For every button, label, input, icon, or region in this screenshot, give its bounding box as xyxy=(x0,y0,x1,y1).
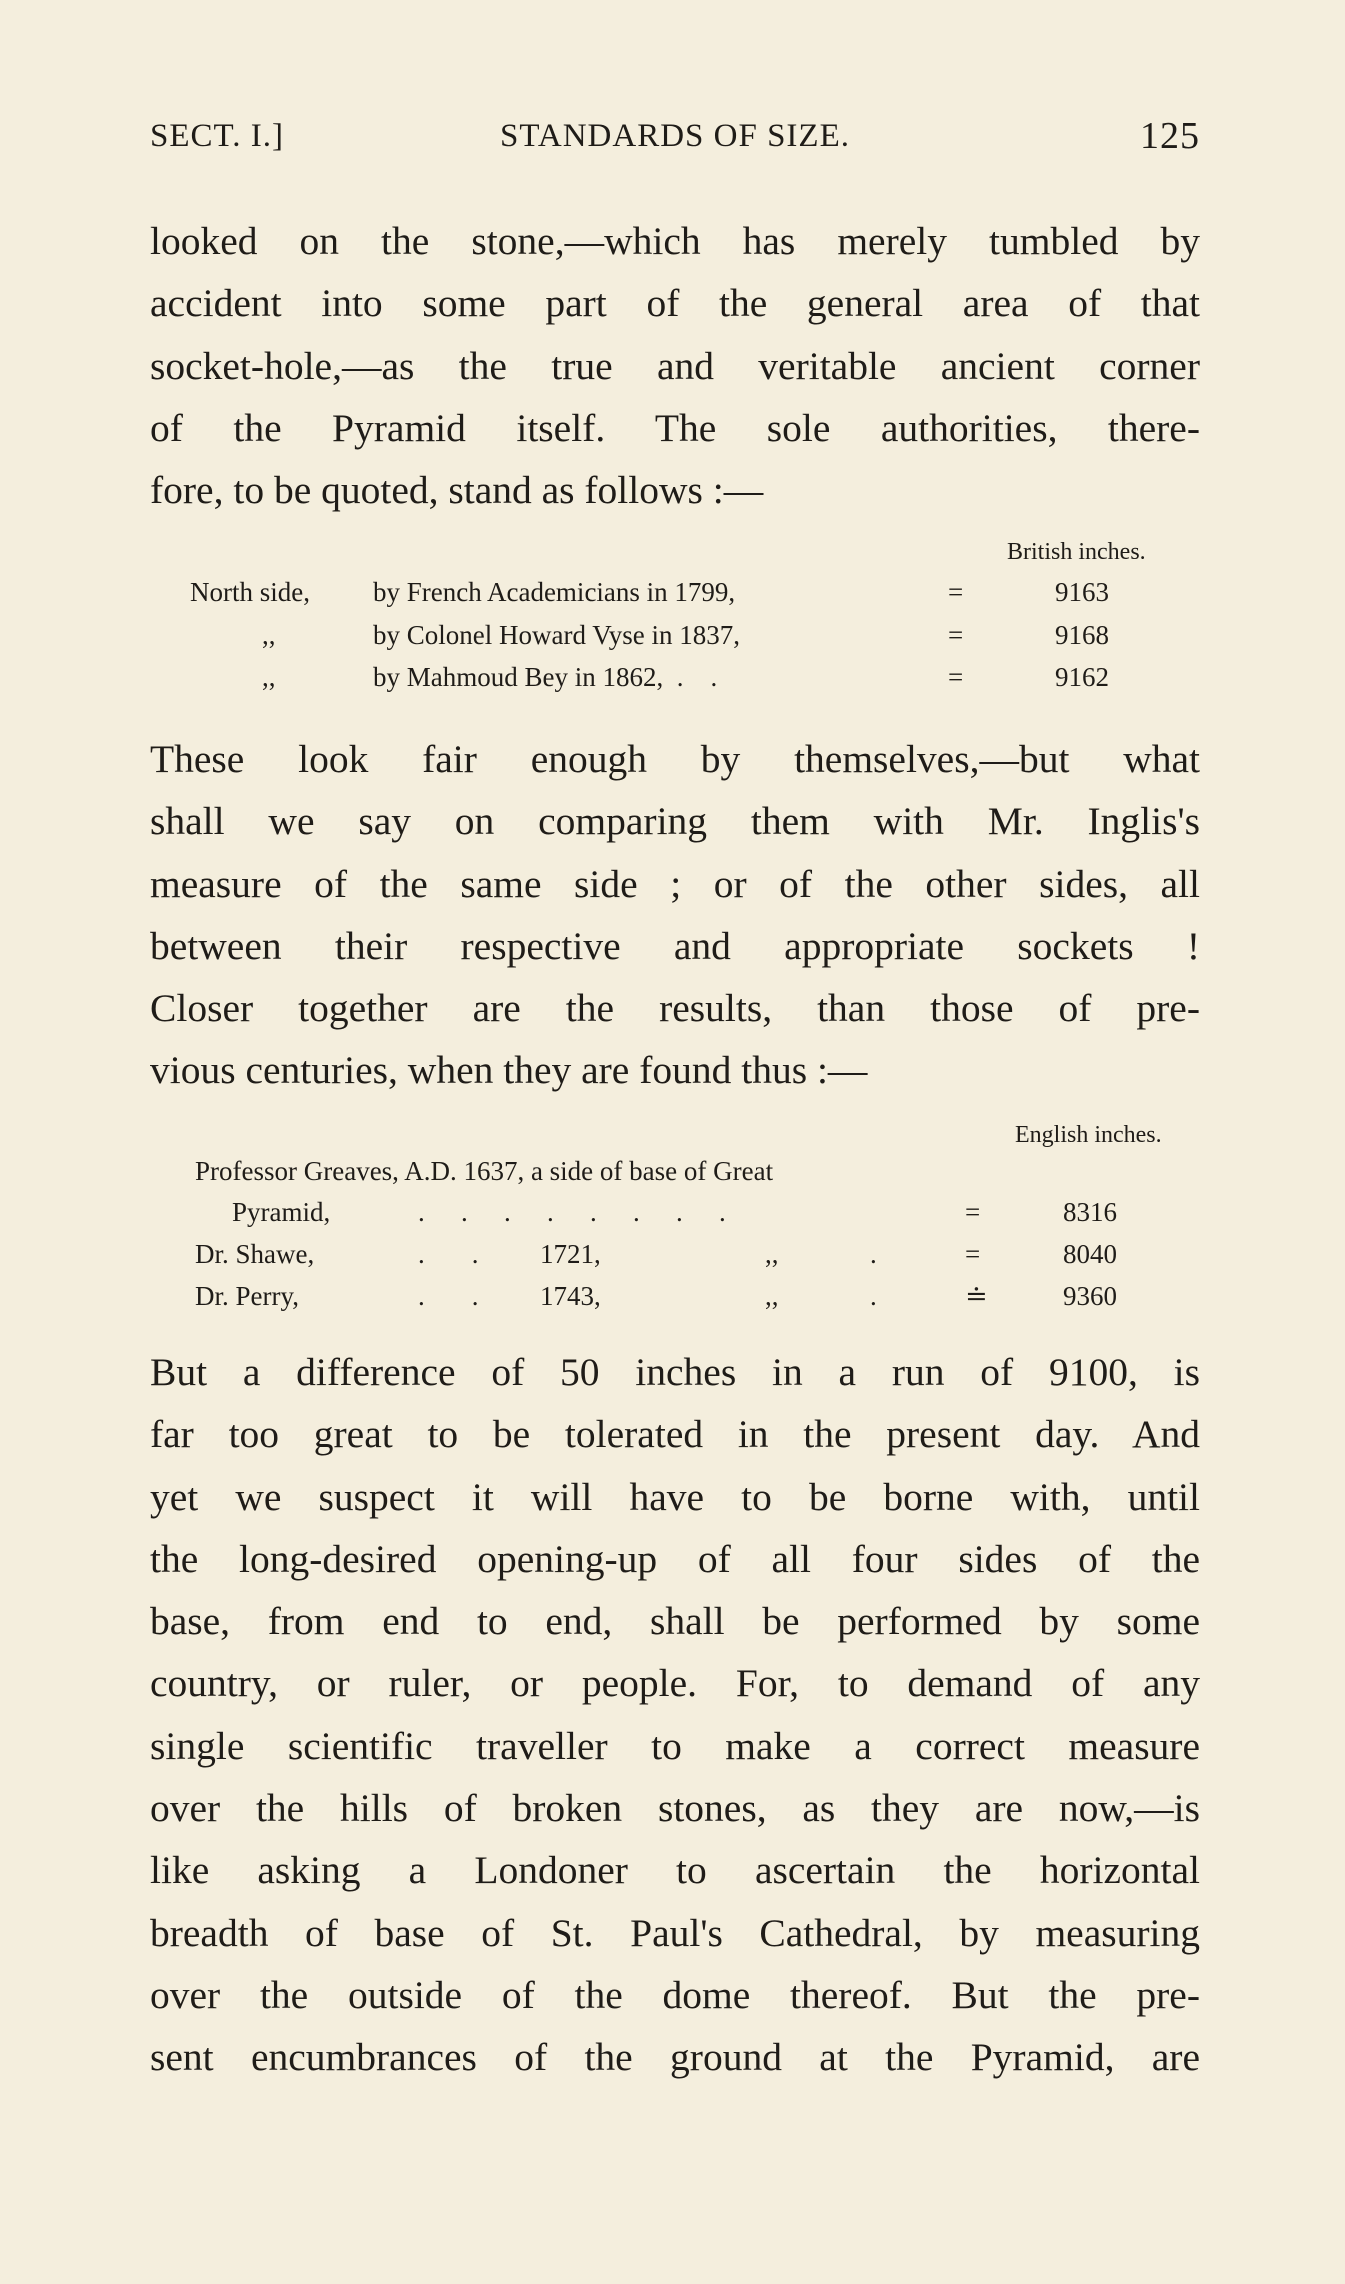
table-heading: Professor Greaves, A.D. 1637, a side of base of Great xyxy=(195,1156,774,1186)
row-side: ,, xyxy=(262,662,276,692)
row-value: 9162 xyxy=(1055,662,1109,692)
unit-heading: British inches. xyxy=(1007,539,1146,565)
row-sign: = xyxy=(948,620,964,650)
text-line: of the Pyramid itself. The sole authorities, there- xyxy=(150,405,1200,450)
text-line: far too great to be tolerated in the present day. And xyxy=(150,1412,1200,1457)
row-name: Pyramid, xyxy=(232,1197,331,1227)
text-line: measure of the same side ; or of the other sides, all xyxy=(150,861,1200,906)
leader-dots: . . . . . . . . xyxy=(418,1197,730,1227)
row-source: by French Academicians in 1799, xyxy=(373,577,736,607)
row-value: 9168 xyxy=(1055,620,1109,650)
row-year: 1721, xyxy=(540,1239,601,1269)
text-line: like asking a Londoner to ascertain the horizontal xyxy=(150,1848,1200,1893)
text-line: between their respective and appropriate sockets ! xyxy=(150,923,1200,968)
row-name: Dr. Shawe, xyxy=(195,1239,315,1269)
row-dot: . xyxy=(870,1281,877,1311)
unit-heading: English inches. xyxy=(1015,1122,1162,1148)
text-line: country, or ruler, or people. For, to demand of any xyxy=(150,1661,1200,1706)
paragraph-3 xyxy=(150,1341,1200,2089)
paragraph-1 xyxy=(150,210,1200,521)
row-sign: ≐ xyxy=(965,1281,988,1311)
row-value: 8316 xyxy=(1063,1197,1117,1227)
text-line: base, from end to end, shall be performed by some xyxy=(150,1599,1200,1644)
text-line: yet we suspect it will have to be borne with, until xyxy=(150,1474,1200,1519)
row-value: 9360 xyxy=(1063,1281,1117,1311)
row-value: 8040 xyxy=(1063,1239,1117,1269)
row-value: 9163 xyxy=(1055,577,1109,607)
row-sign: = xyxy=(965,1239,981,1269)
text-line: vious centuries, when they are found thus :— xyxy=(150,1048,868,1093)
page-title: STANDARDS OF SIZE. xyxy=(500,118,850,154)
table-heading-row xyxy=(195,1152,773,1191)
text-line: looked on the stone,—which has merely tumbled by xyxy=(150,219,1200,263)
row-side: ,, xyxy=(262,620,276,650)
text-line: Closer together are the results, than those of pre- xyxy=(150,986,1200,1031)
text-line: over the hills of broken stones, as they are now,—is xyxy=(150,1786,1200,1831)
paragraph-2 xyxy=(150,728,1200,1102)
row-dot: . xyxy=(870,1239,877,1269)
text-line: socket-hole,—as the true and veritable ancient corner xyxy=(150,343,1200,388)
text-line: over the outside of the dome thereof. But the pre- xyxy=(150,1972,1200,2017)
text-line: These look fair enough by themselves,—but what xyxy=(150,737,1200,781)
text-line: But a difference of 50 inches in a run of 9100, is xyxy=(150,1350,1200,1394)
leader-dots: . . xyxy=(418,1281,483,1311)
text-line: the long-desired opening-up of all four sides of the xyxy=(150,1536,1200,1581)
text-line: shall we say on comparing them with Mr. Inglis's xyxy=(150,799,1200,844)
row-sign: = xyxy=(965,1197,981,1227)
row-year: 1743, xyxy=(540,1281,601,1311)
row-ditto: ,, xyxy=(765,1239,779,1269)
row-source: by Colonel Howard Vyse in 1837, xyxy=(373,620,740,650)
leader-dots: . . xyxy=(418,1239,483,1269)
section-label: SECT. I.] xyxy=(150,118,284,154)
text-line: single scientific traveller to make a correct measure xyxy=(150,1723,1200,1768)
text-line: accident into some part of the general area of that xyxy=(150,281,1200,326)
row-name: Dr. Perry, xyxy=(195,1281,299,1311)
row-sign: = xyxy=(948,662,964,692)
page-number: 125 xyxy=(1140,115,1200,157)
row-source: by Mahmoud Bey in 1862, . . xyxy=(373,662,718,692)
row-sign: = xyxy=(948,577,964,607)
text-line: breadth of base of St. Paul's Cathedral, by measuring xyxy=(150,1910,1200,1955)
text-line: sent encumbrances of the ground at the Pyramid, are xyxy=(150,2035,1200,2080)
row-ditto: ,, xyxy=(765,1281,779,1311)
running-header xyxy=(150,115,1200,168)
row-side: North side, xyxy=(190,577,310,607)
text-line: fore, to be quoted, stand as follows :— xyxy=(150,468,764,513)
